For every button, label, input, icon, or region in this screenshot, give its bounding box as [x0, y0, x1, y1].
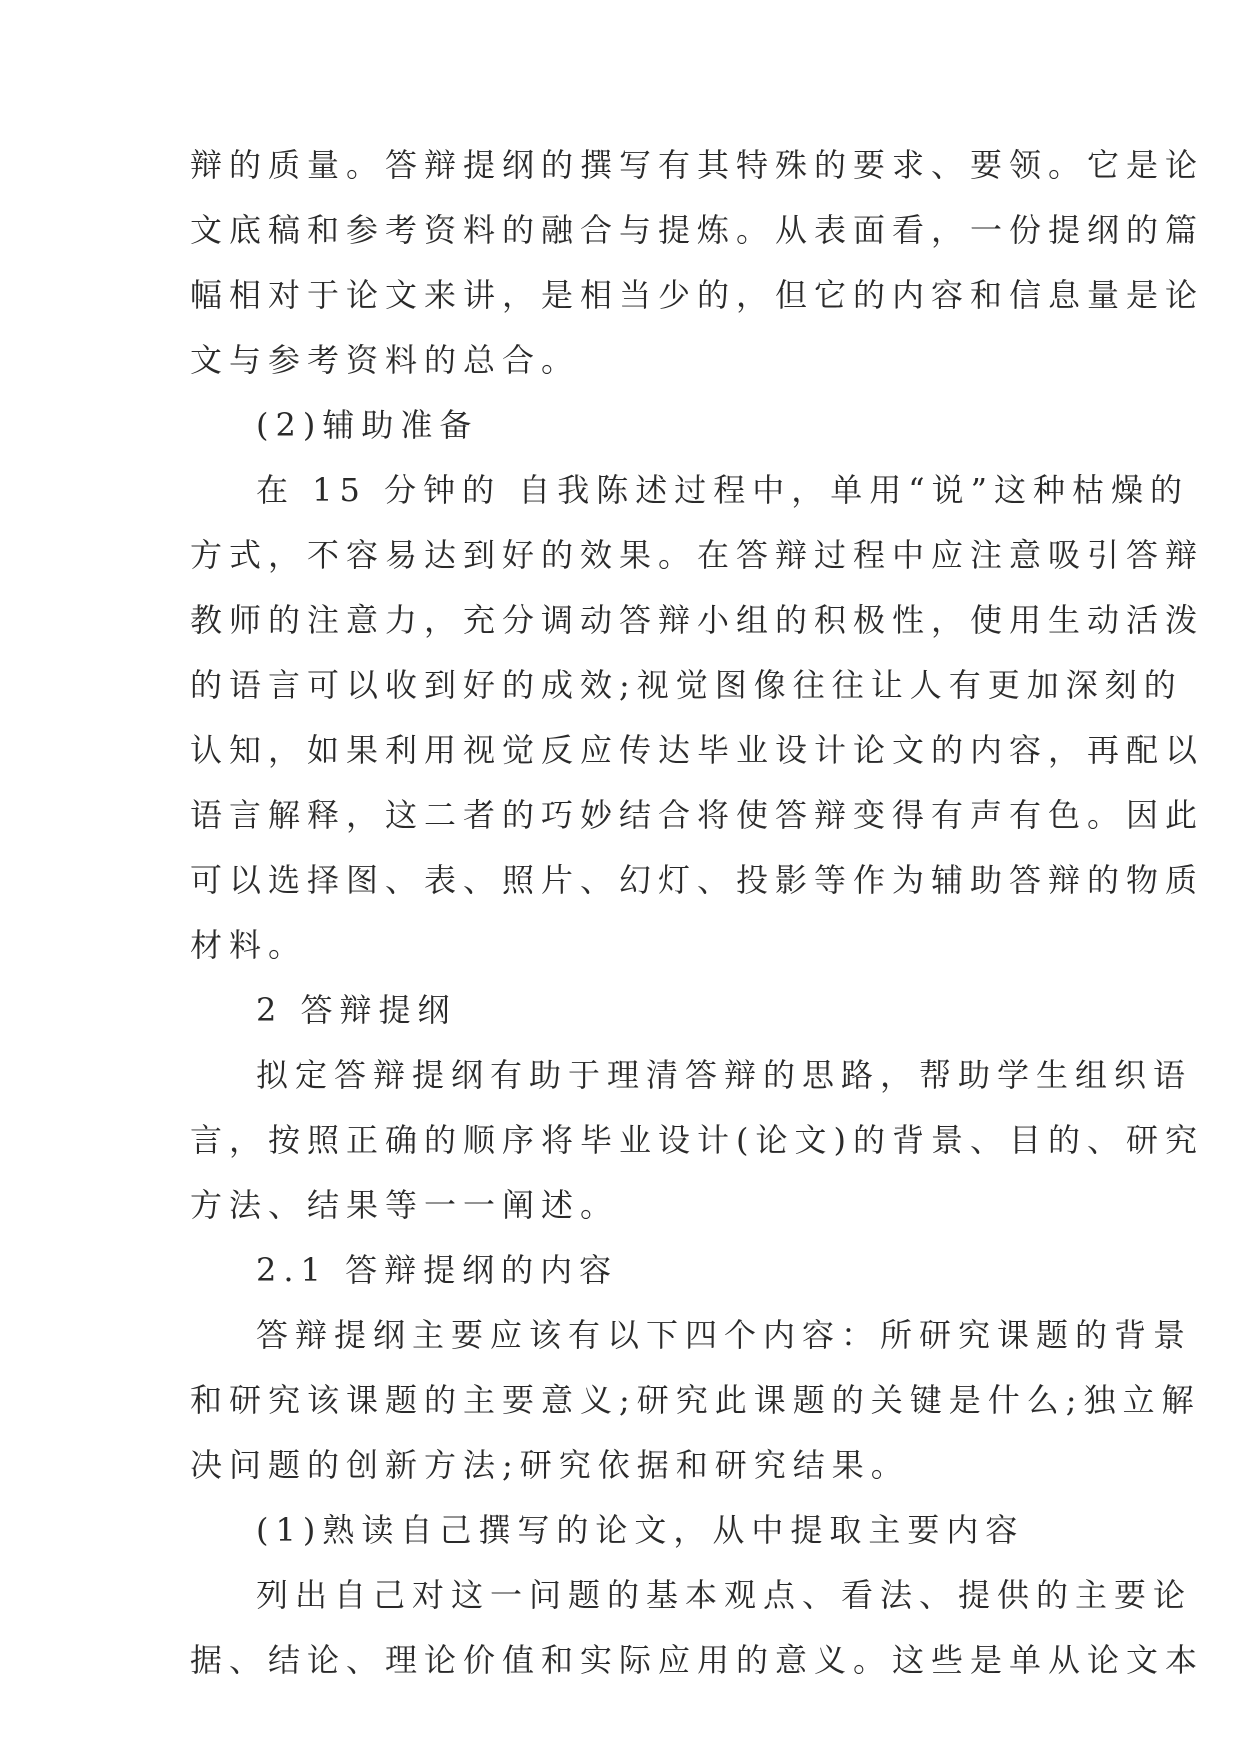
text-line: 文底稿和参考资料的融合与提炼。从表面看，一份提纲的篇: [190, 211, 1205, 249]
text-line: 语言解释，这二者的巧妙结合将使答辩变得有声有色。因此: [190, 796, 1205, 834]
text-line: 言，按照正确的顺序将毕业设计(论文)的背景、目的、研究: [190, 1121, 1204, 1159]
section-heading: 2 答辩提纲: [256, 991, 457, 1029]
text-line: 可以选择图、表、照片、幻灯、投影等作为辅助答辩的物质: [190, 861, 1205, 899]
section-heading: (1)熟读自己撰写的论文，从中提取主要内容: [256, 1511, 1025, 1549]
text-line: 材料。: [190, 926, 308, 964]
text-line: 和研究该课题的主要意义;研究此课题的关键是什么;独立解: [190, 1381, 1201, 1419]
text-line: 文与参考资料的总合。: [190, 341, 581, 379]
text-line: 据、结论、理论价值和实际应用的意义。这些是单从论文本: [190, 1641, 1205, 1679]
text-line: 辩的质量。答辩提纲的撰写有其特殊的要求、要领。它是论: [190, 146, 1205, 184]
section-heading: 2.1 答辩提纲的内容: [256, 1251, 619, 1289]
text-line: 列出自己对这一问题的基本观点、看法、提供的主要论: [256, 1576, 1193, 1614]
text-line: 教师的注意力，充分调动答辩小组的积极性，使用生动活泼: [190, 601, 1205, 639]
text-line: 决问题的创新方法;研究依据和研究结果。: [190, 1446, 910, 1484]
section-heading: (2)辅助准备: [256, 406, 479, 444]
text-line: 方法、结果等一一阐述。: [190, 1186, 620, 1224]
text-line: 拟定答辩提纲有助于理清答辩的思路，帮助学生组织语: [256, 1056, 1193, 1094]
text-line: 方式，不容易达到好的效果。在答辩过程中应注意吸引答辩: [190, 536, 1205, 574]
text-line: 的语言可以收到好的成效;视觉图像往往让人有更加深刻的: [190, 666, 1183, 704]
text-line: 认知，如果利用视觉反应传达毕业设计论文的内容，再配以: [190, 731, 1205, 769]
text-line: 在 15 分钟的 自我陈述过程中，单用“说”这种枯燥的: [256, 471, 1189, 509]
text-line: 答辩提纲主要应该有以下四个内容：所研究课题的背景: [256, 1316, 1193, 1354]
text-line: 幅相对于论文来讲，是相当少的，但它的内容和信息量是论: [190, 276, 1205, 314]
